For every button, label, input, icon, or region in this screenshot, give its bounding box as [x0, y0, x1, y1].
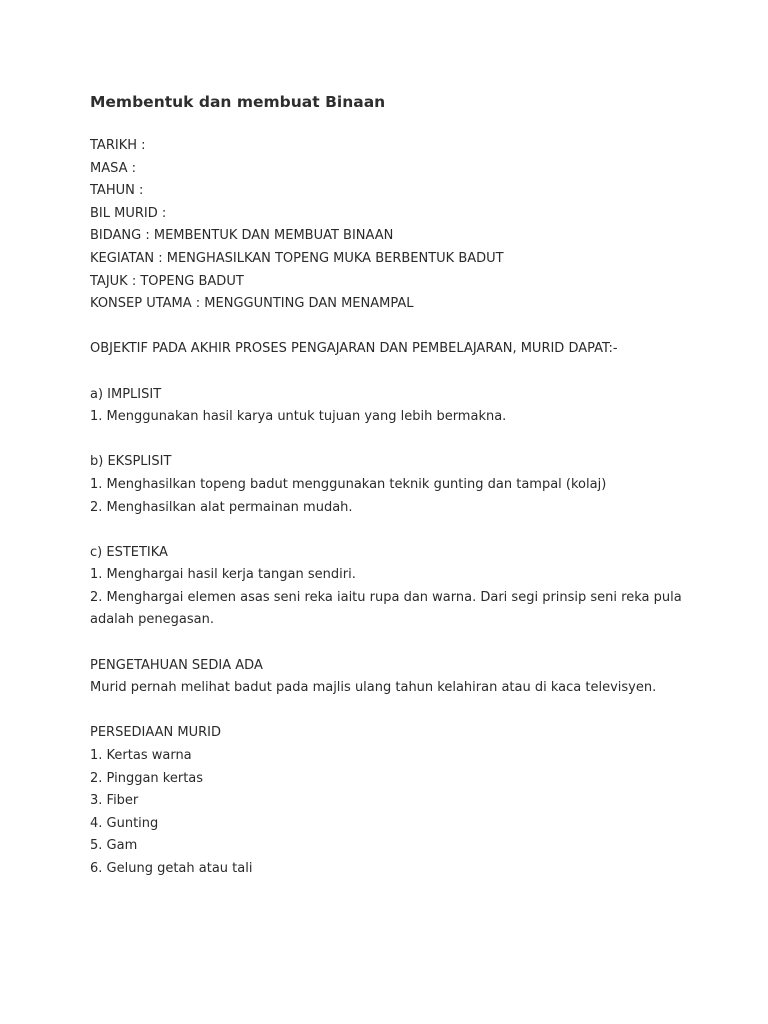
- list-item: 1. Menghasilkan topeng badut menggunakan teknik gunting dan tampal (kolaj): [90, 476, 607, 492]
- list-item: 3. Fiber: [90, 793, 139, 809]
- pengetahuan-section: [90, 655, 710, 700]
- field-tahun: TAHUN :: [90, 183, 144, 199]
- field-bil-murid: BIL MURID :: [90, 205, 167, 221]
- document-title: Membentuk dan membuat Binaan: [90, 93, 386, 111]
- list-item: 1. Menghargai hasil kerja tangan sendiri.: [90, 567, 356, 583]
- eksplisit-section: [90, 451, 710, 519]
- field-masa: MASA :: [90, 160, 137, 176]
- estetika-section: [90, 542, 710, 632]
- list-item: 6. Gelung getah atau tali: [90, 861, 253, 876]
- field-bidang: BIDANG : MEMBENTUK DAN MEMBUAT BINAAN: [90, 228, 394, 244]
- document-page: [90, 91, 710, 881]
- field-konsep-utama: KONSEP UTAMA : MENGGUNTING DAN MENAMPAL: [90, 296, 414, 312]
- list-item: 1. Kertas warna: [90, 748, 192, 764]
- header-fields: [90, 135, 710, 316]
- list-item: 1. Menggunakan hasil karya untuk tujuan yang lebih bermakna.: [90, 409, 507, 425]
- field-tajuk: TAJUK : TOPENG BADUT: [90, 273, 244, 289]
- list-item: 2. Menghasilkan alat permainan mudah.: [90, 499, 353, 515]
- persediaan-section: [90, 722, 710, 880]
- objective-heading: OBJEKTIF PADA AKHIR PROSES PENGAJARAN DAN PEMBELAJARAN, MURID DAPAT:-: [90, 341, 618, 357]
- field-tarikh: TARIKH :: [90, 138, 146, 153]
- list-item: 2. Menghargai elemen asas seni reka iaitu rupa dan warna. Dari segi prinsip seni reka pula adalah penegasan.: [90, 589, 682, 628]
- pengetahuan-heading: PENGETAHUAN SEDIA ADA: [90, 657, 263, 673]
- list-item: 4. Gunting: [90, 815, 159, 831]
- estetika-heading: c) ESTETIKA: [90, 544, 168, 560]
- eksplisit-heading: b) EKSPLISIT: [90, 454, 172, 470]
- list-item: 2. Pinggan kertas: [90, 770, 204, 786]
- implisit-section: [90, 384, 710, 429]
- field-kegiatan: KEGIATAN : MENGHASILKAN TOPENG MUKA BERBENTUK BADUT: [90, 250, 504, 266]
- list-item: 5. Gam: [90, 838, 138, 854]
- persediaan-heading: PERSEDIAAN MURID: [90, 725, 222, 741]
- pengetahuan-text: Murid pernah melihat badut pada majlis ulang tahun kelahiran atau di kaca televisyen.: [90, 680, 657, 696]
- implisit-heading: a) IMPLISIT: [90, 386, 162, 402]
